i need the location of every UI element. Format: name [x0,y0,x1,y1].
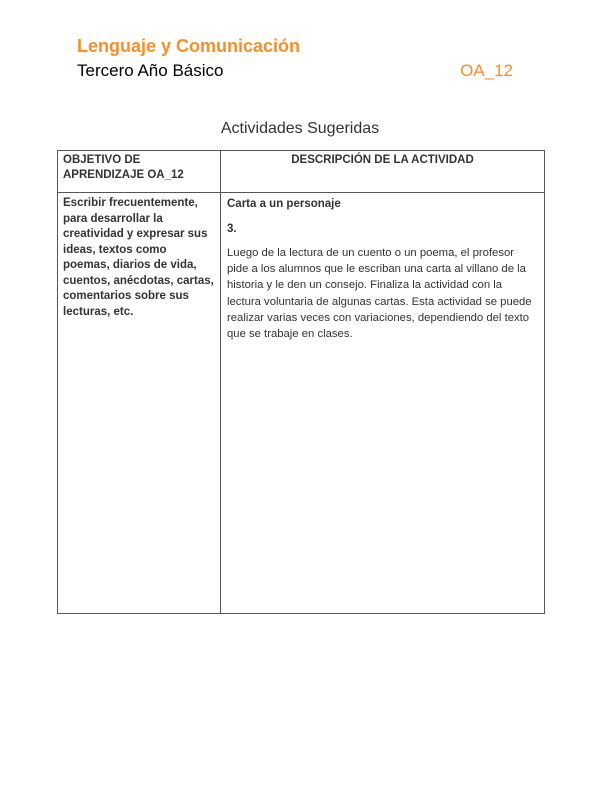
objective-text: Escribir frecuentemente, para desarrollar la creatividad y expresar sus ideas, textos como poemas, diarios de vida, cuentos, anécdotas, cartas, comentarios sobre sus lecturas, etc. [58,193,221,614]
subject-title: Lenguaje y Comunicación [77,36,301,56]
description-column-header: DESCRIPCIÓN DE LA ACTIVIDAD [221,151,545,193]
activity-number: 3. [227,223,237,235]
activity-title: Carta a un personaje [227,198,341,210]
grade-level: Tercero Año Básico [77,61,224,80]
objective-column-header: OBJETIVO DE APRENDIZAJE OA_12 [58,151,221,193]
activity-description-cell [221,193,545,614]
section-title: Actividades Sugeridas [220,120,380,137]
activity-table [57,150,545,614]
objective-code: OA_12 [460,61,513,80]
table-header-row [58,151,545,193]
activity-description: Luego de la lectura de un cuento o un poema, el profesor pide a los alumnos que le escriban una carta al villano de la historia y le den un consejo. Finaliza la actividad con la lectura voluntaria de algunas cartas. Esta actividad se puede realizar varias veces con variaciones, dependiendo del texto que se trabaje en clases. [227,247,532,341]
table-row [58,193,545,614]
